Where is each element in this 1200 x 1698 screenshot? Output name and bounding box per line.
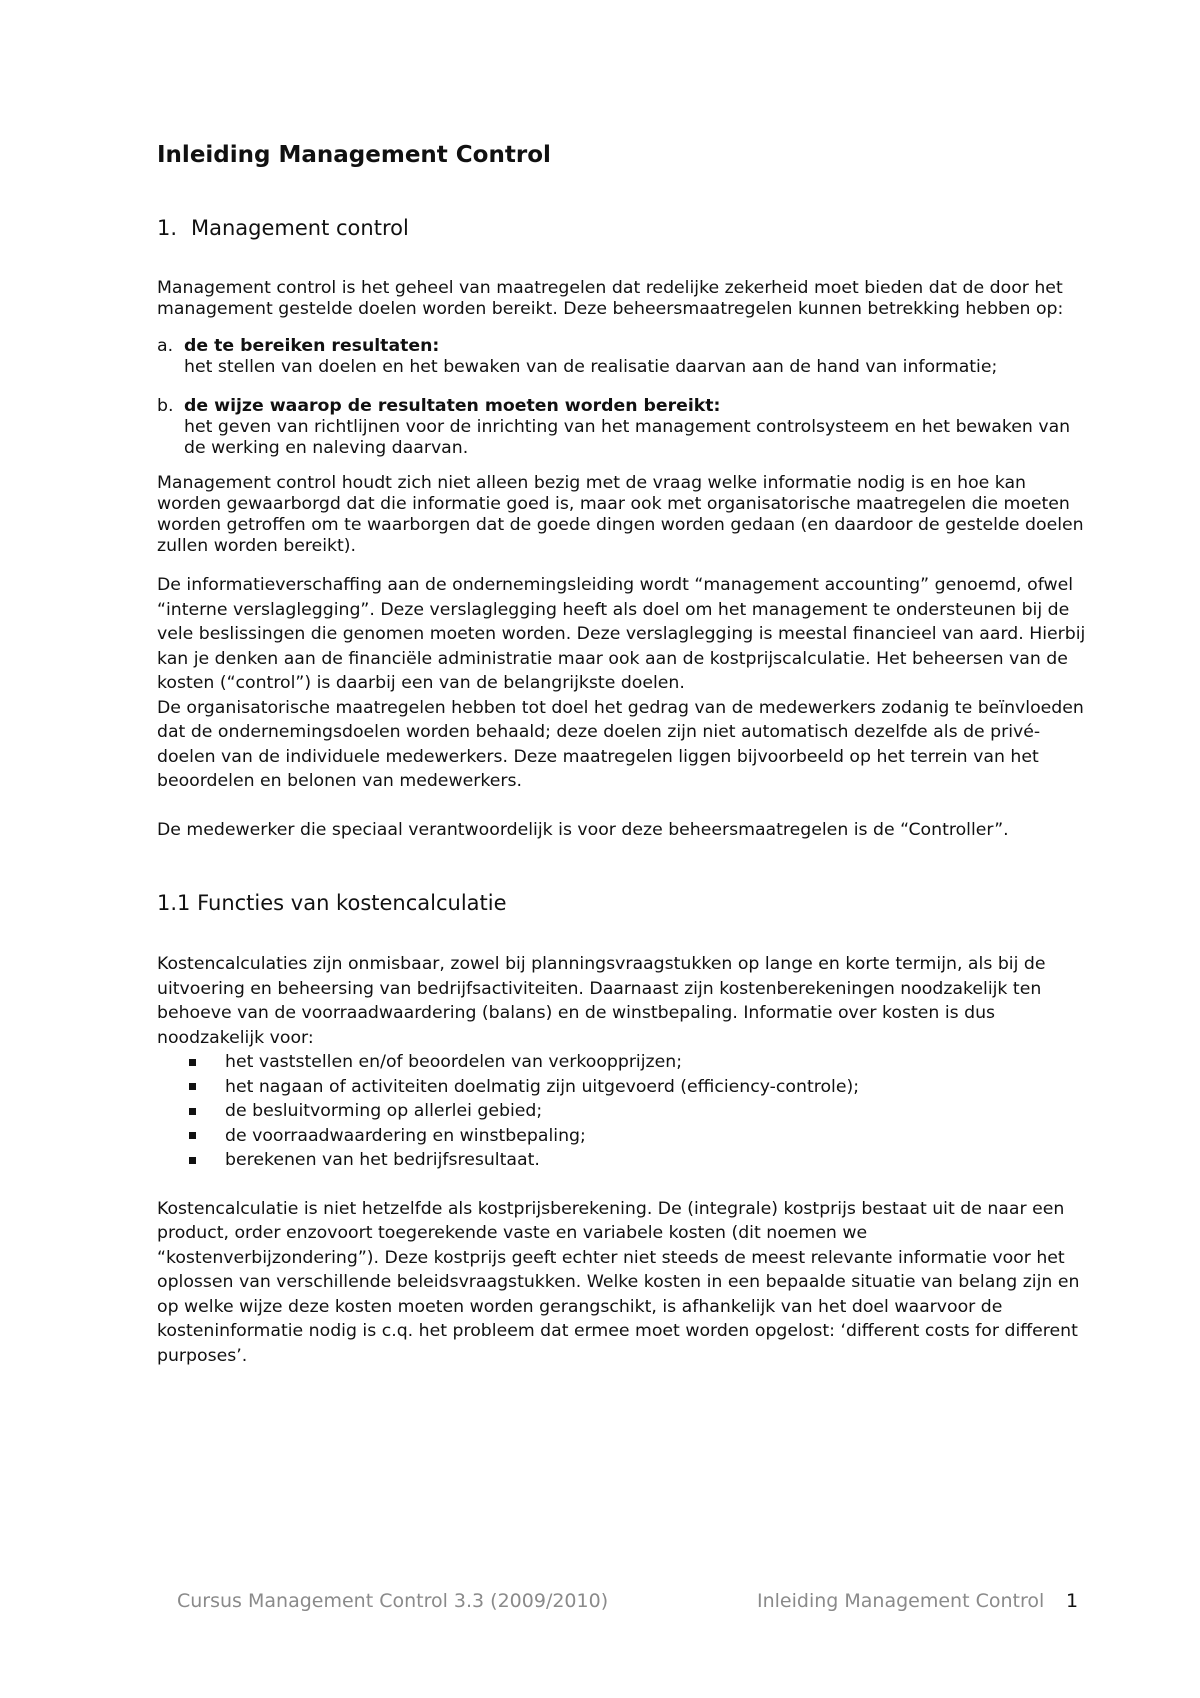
paragraph: De organisatorische maatregelen hebben tot doel het gedrag van de medewerkers zodanig te beïnvloeden dat de ondernemingsdoelen worden behaald; deze doelen zijn niet automatisch dezelfde als de privé-doelen van de individuele medewerkers. Deze maatregelen liggen bijvoorbeeld op het terrein van het beoordelen en belonen van medewerkers.	[157, 697, 1084, 791]
list-item	[157, 336, 1087, 378]
bullet-square-icon	[189, 1059, 196, 1066]
document-page	[157, 140, 1087, 1368]
page-footer	[177, 1590, 1077, 1616]
page-number: 1	[1066, 1590, 1079, 1612]
footer-chapter: Inleiding Management Control	[757, 1590, 1045, 1612]
section-heading-1-1: 1.1 Functies van kostencalculatie	[157, 891, 507, 915]
bullet-item: de besluitvorming op allerlei gebied;	[157, 1099, 1087, 1124]
bullet-item: de voorraadwaardering en winstbepaling;	[157, 1124, 1087, 1149]
list-item	[157, 396, 1087, 459]
list-letter: a.	[157, 336, 174, 356]
bullet-square-icon	[189, 1132, 196, 1139]
bullet-square-icon	[189, 1108, 196, 1115]
paragraph: De informatieverschaffing aan de ondernemingsleiding wordt “management accounting” genoemd, ofwel “interne verslaglegging”. Deze verslaglegging heeft als doel om het management te ondersteunen bij de vele beslissingen die genomen moeten worden. Deze verslaglegging is meestal financieel van aard. Hierbij kan je denken aan de financiële administratie maar ook aan de kostprijscalculatie. Het beheersen van de kosten (“control”) is daarbij een van de belangrijkste doelen.	[157, 575, 1086, 693]
bullet-list	[157, 1050, 1087, 1173]
list-letter: b.	[157, 396, 174, 416]
paragraph: Management control houdt zich niet alleen bezig met de vraag welke informatie nodig is en hoe kan worden gewaarborgd dat die informatie goed is, maar ook met organisatorische maatregelen die moeten worden getroffen om te waarborgen dat de goede dingen worden gedaan (en daardoor de gestelde doelen zullen worden bereikt).	[157, 473, 1084, 556]
bullet-square-icon	[189, 1157, 196, 1164]
bullet-item: het nagaan of activiteiten doelmatig zijn uitgevoerd (efficiency-controle);	[157, 1075, 1087, 1100]
list-item-text: het stellen van doelen en het bewaken van de realisatie daarvan aan de hand van informatie;	[184, 357, 998, 377]
bullet-item: berekenen van het bedrijfsresultaat.	[157, 1148, 1087, 1173]
document-title: Inleiding Management Control	[157, 142, 551, 168]
footer-course: Cursus Management Control 3.3 (2009/2010)	[177, 1590, 609, 1612]
paragraph: De medewerker die speciaal verantwoordelijk is voor deze beheersmaatregelen is de “Controller”.	[157, 819, 1009, 840]
list-item-label: de te bereiken resultaten:	[184, 336, 440, 356]
list-item-text: het geven van richtlijnen voor de inrichting van het management controlsysteem en het bewaken van de werking en naleving daarvan.	[184, 417, 1071, 458]
bullet-item: het vaststellen en/of beoordelen van verkoopprijzen;	[157, 1050, 1087, 1075]
paragraph: Kostencalculatie is niet hetzelfde als kostprijsberekening. De (integrale) kostprijs bestaat uit de naar een product, order enzovoort toegerekende vaste en variabele kosten (dit noemen we “kostenverbijzondering”). Deze kostprijs geeft echter niet steeds de meest relevante informatie voor het oplossen van verschillende beleidsvraagstukken. Welke kosten in een bepaalde situatie van belang zijn en op welke wijze deze kosten moeten worden gerangschikt, is afhankelijk van het doel waarvoor de kosteninformatie nodig is c.q. het probleem dat ermee moet worden opgelost: ‘different costs for different purposes’.	[157, 1198, 1080, 1366]
section-number: 1.	[157, 216, 178, 240]
section-title: Management control	[191, 216, 409, 240]
section-heading-1	[157, 214, 1087, 242]
lettered-list	[157, 336, 1087, 459]
list-item-label: de wijze waarop de resultaten moeten worden bereikt:	[184, 396, 721, 416]
bullet-square-icon	[189, 1083, 196, 1090]
paragraph: Kostencalculaties zijn onmisbaar, zowel bij planningsvraagstukken op lange en korte termijn, als bij de uitvoering en beheersing van bedrijfsactiviteiten. Daarnaast zijn kostenberekeningen noodzakelijk ten behoeve van de voorraadwaardering (balans) en de winstbepaling. Informatie over kosten is dus noodzakelijk voor:	[157, 954, 1046, 1048]
intro-paragraph: Management control is het geheel van maatregelen dat redelijke zekerheid moet bieden dat de door het management gestelde doelen worden bereikt. Deze beheersmaatregelen kunnen betrekking hebben op:	[157, 278, 1064, 319]
